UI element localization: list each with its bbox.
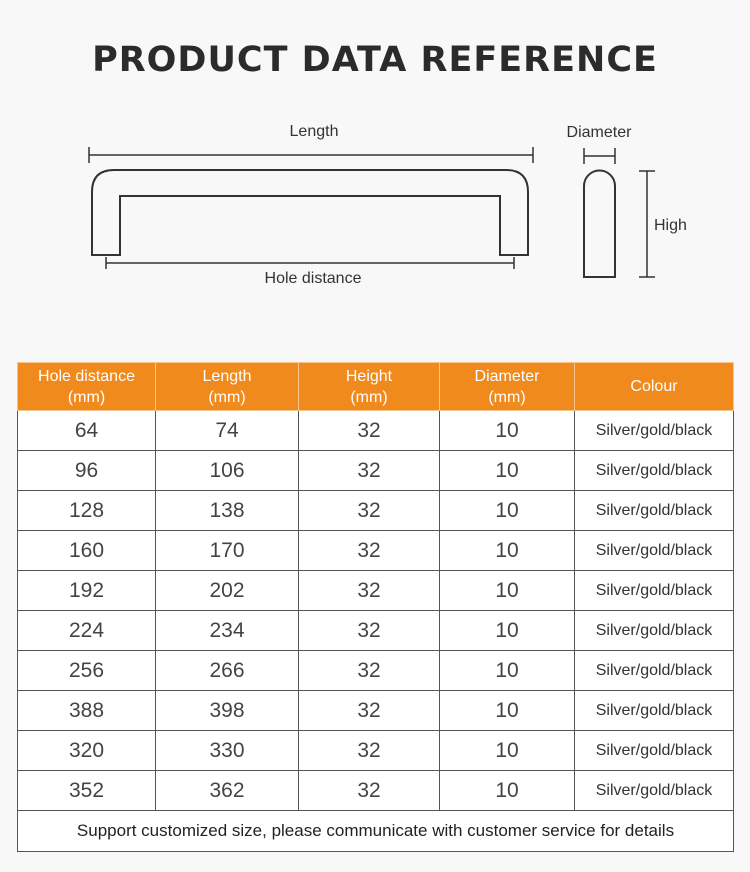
colour-cell: Silver/gold/black <box>575 571 734 611</box>
colour-cell: Silver/gold/black <box>575 491 734 531</box>
diameter-cell: 10 <box>440 451 575 491</box>
header-label: Length <box>202 367 252 385</box>
header-label: Height <box>345 367 393 385</box>
hole-distance-cell: 64 <box>18 411 156 451</box>
diameter-cell: 10 <box>440 651 575 691</box>
high-label: High <box>654 217 687 234</box>
customization-note: Support customized size, please communicate with customer service for details <box>18 811 734 852</box>
table-row <box>18 731 734 771</box>
length-cell: 170 <box>156 531 299 571</box>
diameter-cell: 10 <box>440 611 575 651</box>
header-label: Diameter <box>474 367 540 385</box>
table-row <box>18 611 734 651</box>
table-row <box>18 411 734 451</box>
colour-cell: Silver/gold/black <box>575 531 734 571</box>
diameter-cell: 10 <box>440 411 575 451</box>
hole-distance-cell: 128 <box>18 491 156 531</box>
header-unit: (mm) <box>208 388 246 406</box>
length-header <box>156 363 299 411</box>
height-cell: 32 <box>299 491 440 531</box>
diameter-cell: 10 <box>440 531 575 571</box>
height-cell: 32 <box>299 731 440 771</box>
diameter-cell: 10 <box>440 491 575 531</box>
table-row <box>18 491 734 531</box>
colour-cell: Silver/gold/black <box>575 771 734 811</box>
length-cell: 234 <box>156 611 299 651</box>
colour-cell: Silver/gold/black <box>575 731 734 771</box>
table-row <box>18 691 734 731</box>
diameter-cell: 10 <box>440 771 575 811</box>
table-row <box>18 451 734 491</box>
length-dimension <box>89 147 533 163</box>
note-row <box>18 811 734 852</box>
length-cell: 202 <box>156 571 299 611</box>
hole-distance-header <box>18 363 156 411</box>
hole-distance-cell: 96 <box>18 451 156 491</box>
handle-dimension-diagram <box>0 110 750 290</box>
diameter-header <box>440 363 575 411</box>
length-cell: 138 <box>156 491 299 531</box>
hole-distance-dimension <box>106 257 514 269</box>
length-cell: 398 <box>156 691 299 731</box>
table-row <box>18 651 734 691</box>
hole-distance-cell: 256 <box>18 651 156 691</box>
handle-front-profile <box>92 170 528 255</box>
height-cell: 32 <box>299 691 440 731</box>
hole-distance-cell: 224 <box>18 611 156 651</box>
spec-table-header <box>18 363 734 411</box>
hole-distance-cell: 320 <box>18 731 156 771</box>
diameter-dimension <box>584 148 615 164</box>
height-cell: 32 <box>299 411 440 451</box>
height-cell: 32 <box>299 651 440 691</box>
height-cell: 32 <box>299 611 440 651</box>
table-row <box>18 571 734 611</box>
height-header <box>299 363 440 411</box>
hole-distance-cell: 352 <box>18 771 156 811</box>
header-label: Colour <box>630 378 678 395</box>
length-cell: 330 <box>156 731 299 771</box>
height-cell: 32 <box>299 451 440 491</box>
diameter-cell: 10 <box>440 731 575 771</box>
diameter-label: Diameter <box>566 124 632 141</box>
header-unit: (mm) <box>67 388 106 406</box>
table-row <box>18 531 734 571</box>
hole-distance-cell: 388 <box>18 691 156 731</box>
page-title: PRODUCT DATA REFERENCE <box>92 40 658 80</box>
handle-side-profile <box>584 171 615 278</box>
height-cell: 32 <box>299 531 440 571</box>
height-cell: 32 <box>299 771 440 811</box>
length-cell: 106 <box>156 451 299 491</box>
colour-cell: Silver/gold/black <box>575 611 734 651</box>
colour-cell: Silver/gold/black <box>575 451 734 491</box>
header-unit: (mm) <box>488 388 526 406</box>
length-cell: 74 <box>156 411 299 451</box>
colour-cell: Silver/gold/black <box>575 691 734 731</box>
spec-table-body <box>18 411 734 852</box>
header-label: Hole distance <box>38 367 135 385</box>
diameter-cell: 10 <box>440 571 575 611</box>
hole-distance-cell: 192 <box>18 571 156 611</box>
hole-distance-cell: 160 <box>18 531 156 571</box>
spec-table <box>17 362 734 852</box>
length-cell: 362 <box>156 771 299 811</box>
length-cell: 266 <box>156 651 299 691</box>
height-dimension <box>639 171 655 277</box>
height-cell: 32 <box>299 571 440 611</box>
colour-header <box>575 363 734 411</box>
length-label: Length <box>289 123 339 140</box>
hole-distance-label: Hole distance <box>264 270 362 287</box>
colour-cell: Silver/gold/black <box>575 651 734 691</box>
table-row <box>18 771 734 811</box>
header-unit: (mm) <box>350 388 388 406</box>
diameter-cell: 10 <box>440 691 575 731</box>
colour-cell: Silver/gold/black <box>575 411 734 451</box>
